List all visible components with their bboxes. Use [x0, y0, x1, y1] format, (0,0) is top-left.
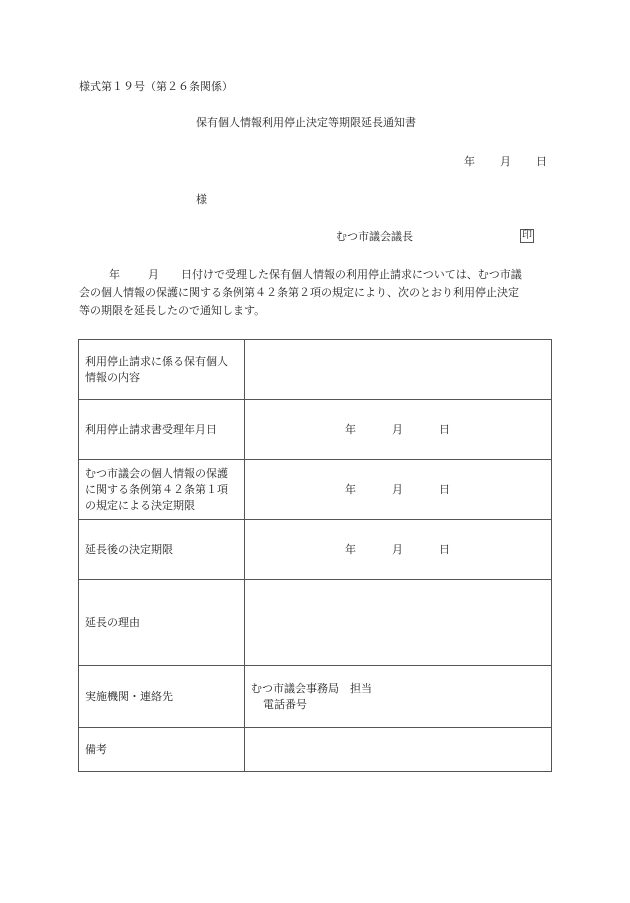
row-value-content[interactable] [245, 340, 552, 400]
year-label: 年 [345, 482, 356, 496]
body-year: 年 [109, 268, 120, 281]
month-label: 月 [392, 542, 403, 556]
row-label-line: 利用停止請求に係る保有個人 [85, 354, 228, 368]
day-label: 日 [439, 482, 450, 496]
row-label: 延長後の決定期限 [79, 520, 245, 580]
table-row-remarks [79, 728, 552, 772]
body-line1-text: 日付けで受理した保有個人情報の利用停止請求については、むつ市議 [181, 268, 522, 281]
seal-icon: 印 [522, 230, 532, 241]
document-title: 保有個人情報利用停止決定等期限延長通知書 [196, 116, 416, 129]
month-label: 月 [392, 482, 403, 496]
row-value-original-deadline[interactable] [245, 460, 552, 520]
body-line-1 [79, 266, 555, 284]
row-label-line: に関する条例第４２条第１項 [85, 482, 228, 496]
row-label-line: むつ市議会の個人情報の保護 [85, 466, 228, 480]
year-label: 年 [345, 542, 356, 556]
row-label: 利用停止請求書受理年月日 [79, 400, 245, 460]
row-label [79, 340, 245, 400]
row-label [79, 460, 245, 520]
contact-office: むつ市議会事務局 担当 [251, 681, 372, 695]
form-number: 様式第１９号（第２６条関係） [79, 80, 233, 93]
body-line-3: 等の期限を延長したので通知します。 [79, 304, 266, 317]
row-value-contact[interactable] [245, 666, 552, 728]
row-label: 延長の理由 [79, 580, 245, 666]
row-label: 備考 [79, 728, 245, 772]
body-line-2: 会の個人情報の保護に関する条例第４２条第２項の規定により、次のとおり利用停止決定 [79, 286, 519, 299]
row-value-extended-deadline[interactable] [245, 520, 552, 580]
addressee-suffix: 様 [196, 193, 207, 206]
month-label: 月 [392, 422, 403, 436]
notice-date-month: 月 [500, 155, 511, 168]
row-label-line: の規定による決定期限 [85, 498, 195, 512]
row-label-line: 情報の内容 [85, 370, 140, 384]
row-value-remarks[interactable] [245, 728, 552, 772]
row-label: 実施機関・連絡先 [79, 666, 245, 728]
day-label: 日 [439, 542, 450, 556]
table-row-content [79, 340, 552, 400]
notice-date-year: 年 [464, 155, 475, 168]
contact-phone-label: 電話番号 [263, 697, 307, 711]
body-month: 月 [148, 268, 159, 281]
table-row-reason [79, 580, 552, 666]
notice-body [79, 266, 555, 320]
day-label: 日 [439, 422, 450, 436]
row-value-receipt-date[interactable] [245, 400, 552, 460]
table-row-receipt-date [79, 400, 552, 460]
issuer-name: むつ市議会議長 [336, 230, 413, 243]
info-table [78, 339, 552, 772]
year-label: 年 [345, 422, 356, 436]
notice-date-day: 日 [536, 155, 547, 168]
table-row-original-deadline [79, 460, 552, 520]
row-value-reason[interactable] [245, 580, 552, 666]
table-row-extended-deadline [79, 520, 552, 580]
table-row-contact [79, 666, 552, 728]
